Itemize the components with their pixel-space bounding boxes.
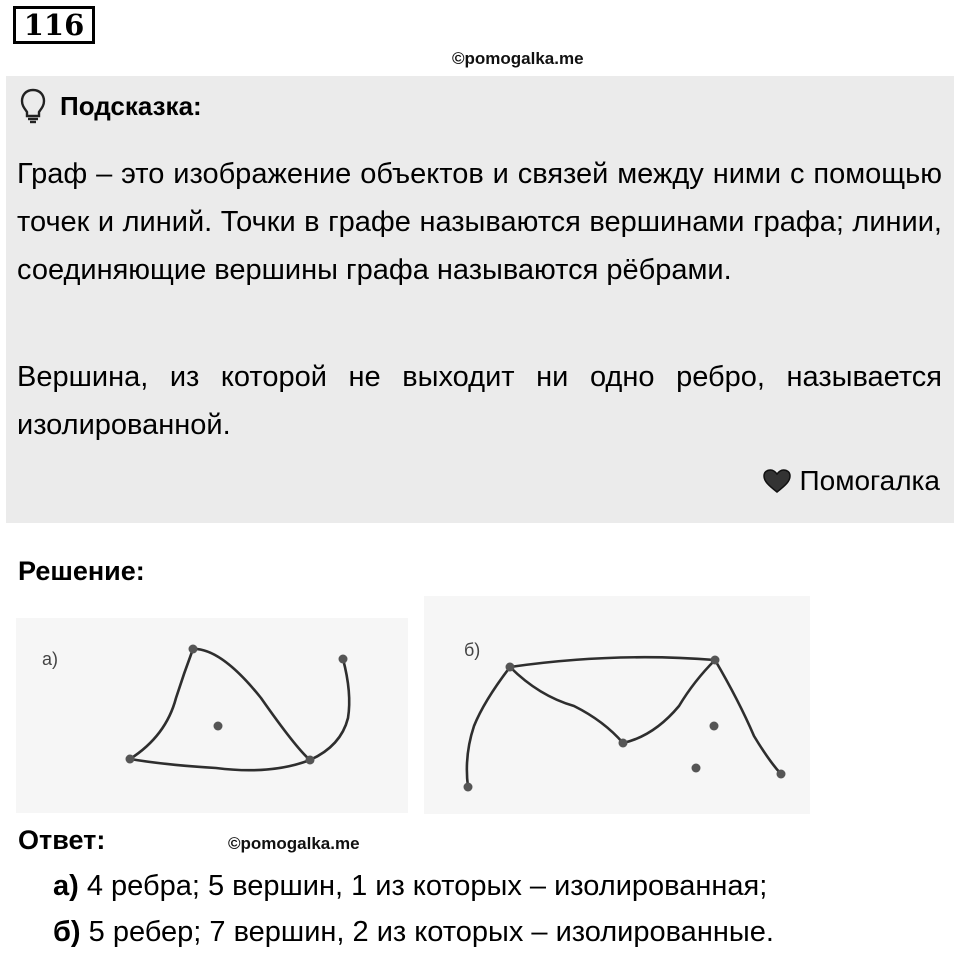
- answer-a: [53, 870, 767, 903]
- graph-a-edge-1: [193, 649, 310, 760]
- graph-a-vertex-2: [339, 655, 348, 664]
- graph-b-vertex-7: [777, 770, 786, 779]
- graph-a-vertex-4: [126, 755, 135, 764]
- answer-a-text: 4 ребра; 5 вершин, 1 из которых – изолированная;: [78, 870, 768, 902]
- watermark-middle: ©pomogalka.me: [228, 834, 360, 853]
- graph-b-edge-4: [467, 667, 510, 787]
- answer-a-marker: а): [53, 870, 79, 902]
- graph-b-edge-2: [510, 667, 623, 743]
- graph-figure-a: [16, 618, 408, 813]
- signature-text: Помогалка: [799, 465, 940, 496]
- graph-b-edge-1: [510, 657, 715, 667]
- heart-icon: [762, 468, 792, 494]
- figure-b-label: б): [464, 640, 481, 660]
- hint-title: Подсказка:: [60, 90, 202, 121]
- hint-box: [6, 76, 954, 523]
- graph-b-vertex-5: [692, 764, 701, 773]
- answer-b-text: 5 ребер; 7 вершин, 2 из которых – изолированные.: [80, 916, 774, 948]
- answer-title: Ответ:: [18, 825, 106, 855]
- graph-a-vertex-1: [189, 645, 198, 654]
- hint-paragraph-1: Граф – это изображение объектов и связей между ними с помощью точек и линий. Точки в графе называются вершинами графа; линии, соединяющие вершины графа называются рёбрами.: [17, 158, 942, 286]
- watermark-top: ©pomogalka.me: [452, 49, 584, 68]
- graph-a-edge-2: [130, 649, 193, 759]
- graph-figure-b: [424, 596, 810, 814]
- signature: [762, 465, 940, 497]
- graph-a-vertex-5: [306, 756, 315, 765]
- graph-b-vertex-2: [711, 656, 720, 665]
- graph-b-vertex-3: [619, 739, 628, 748]
- task-number: 116: [13, 6, 95, 44]
- graph-b-vertex-6: [464, 783, 473, 792]
- graph-b-edge-5: [715, 660, 781, 774]
- answer-b: [53, 916, 774, 949]
- graph-b-edge-3: [623, 660, 715, 743]
- graph-b-vertex-1: [506, 663, 515, 672]
- answer-b-marker: б): [53, 916, 81, 948]
- hint-paragraph-2: Вершина, из которой не выходит ни одно ребро, называется изолированной.: [17, 361, 942, 441]
- solution-title: Решение:: [18, 556, 145, 586]
- graph-a-edge-4: [310, 659, 349, 760]
- graph-b-vertex-4: [710, 722, 719, 731]
- graph-a-vertex-3: [214, 722, 223, 731]
- graph-a-edge-3: [130, 759, 310, 770]
- lightbulb-icon: [20, 88, 46, 124]
- hint-header: [20, 88, 202, 124]
- figure-a-label: а): [42, 649, 59, 669]
